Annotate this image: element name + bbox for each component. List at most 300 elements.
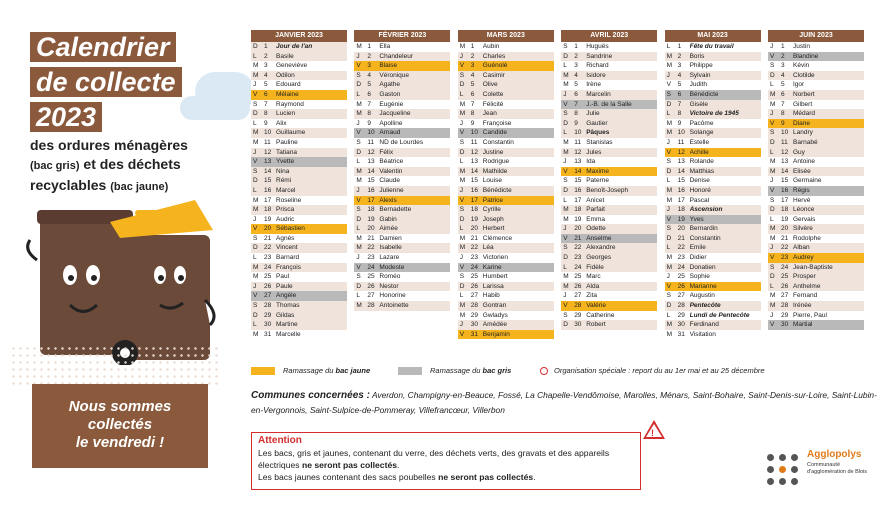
saint-name: Constantin (689, 234, 721, 242)
day-number: 18 (264, 206, 272, 214)
day-row (768, 138, 864, 148)
weekday: J (253, 81, 257, 89)
month-header: JANVIER 2023 (251, 30, 347, 42)
weekday: S (459, 273, 465, 281)
saint-name: Régis (793, 186, 810, 194)
day-row (665, 253, 761, 263)
day-row (561, 196, 657, 206)
month-column (561, 30, 657, 330)
attention-title: Attention (258, 435, 302, 446)
day-row (665, 42, 761, 52)
day-row (665, 215, 761, 225)
saint-name: Nina (276, 167, 290, 175)
weekday: D (563, 254, 568, 262)
day-row (458, 234, 554, 244)
saint-name: Maxime (586, 167, 609, 175)
day-row (354, 128, 450, 138)
day-row (458, 186, 554, 196)
weekday: M (563, 81, 569, 89)
day-number: 18 (367, 206, 375, 214)
weekday: M (356, 43, 362, 50)
weekday: J (459, 254, 464, 262)
saint-name: Agathe (379, 81, 400, 89)
day-number: 26 (367, 282, 375, 290)
saint-name: Sandrine (586, 52, 613, 60)
weekday: L (770, 215, 774, 223)
day-number: 20 (677, 225, 685, 233)
day-row (458, 320, 554, 330)
day-number: 8 (470, 110, 475, 118)
saint-name: Zita (586, 292, 598, 300)
day-number: 11 (574, 138, 581, 146)
notice-line: collectés (87, 416, 153, 433)
weekday: M (666, 119, 673, 127)
day-row (354, 205, 450, 215)
day-row (354, 138, 450, 148)
weekday: S (563, 177, 568, 185)
weekday: S (459, 71, 465, 79)
weekday: V (356, 263, 361, 271)
day-row (561, 90, 657, 100)
weekday: L (770, 282, 774, 290)
day-number: 23 (470, 254, 479, 262)
day-number: 14 (574, 167, 582, 175)
day-row (768, 42, 864, 52)
day-number: 22 (781, 244, 789, 252)
day-row (665, 90, 761, 100)
saint-name: Alexandre (586, 244, 616, 252)
saint-name: Odette (586, 225, 606, 233)
month-column (354, 30, 450, 311)
day-row (768, 320, 864, 330)
weekday: D (459, 148, 465, 156)
saint-name: Anicet (586, 196, 605, 204)
day-number: 17 (367, 196, 375, 204)
day-number: 1 (264, 43, 268, 50)
day-number: 9 (470, 119, 475, 127)
weekday: L (563, 62, 567, 70)
day-row (458, 243, 554, 253)
day-row (354, 263, 450, 273)
saint-name: Rémi (276, 177, 292, 185)
weekday: V (253, 90, 258, 98)
saint-name: Jacqueline (379, 110, 411, 118)
saint-name: Marcelle (276, 330, 301, 338)
weekday: M (459, 177, 466, 185)
day-number: 4 (264, 71, 268, 79)
saint-name: Odilon (276, 71, 295, 79)
saint-name: Robert (586, 321, 606, 329)
weekday: M (666, 129, 673, 137)
weekday: D (666, 302, 672, 310)
saint-name: Léa (482, 244, 494, 252)
weekday: M (459, 43, 466, 50)
day-row (561, 263, 657, 273)
saint-name: Boris (689, 52, 705, 60)
day-number: 19 (470, 215, 479, 223)
saint-name: Alda (586, 282, 600, 290)
attention-text: Les bacs jaunes contenant des sacs poubelles (258, 472, 436, 482)
weekday: M (770, 234, 776, 242)
saint-name: Blaise (379, 62, 398, 70)
day-row (768, 128, 864, 138)
saint-name: Guy (793, 148, 805, 156)
day-number: 15 (264, 177, 272, 185)
weekday: J (253, 215, 257, 223)
saint-name: Stanislas (586, 138, 613, 146)
saint-name: Kévin (793, 62, 810, 70)
saint-name: Richard (586, 62, 609, 70)
day-row (251, 243, 347, 253)
day-row (665, 167, 761, 177)
day-row (354, 42, 450, 52)
saint-name: Marianne (689, 282, 717, 290)
saint-name: Martine (276, 321, 298, 329)
day-row (561, 42, 657, 52)
day-row (665, 263, 761, 273)
weekday: M (253, 196, 259, 204)
weekday: J (459, 52, 464, 60)
weekday: J (770, 311, 774, 319)
day-number: 28 (677, 302, 685, 310)
day-row (354, 167, 450, 177)
day-row (251, 80, 347, 90)
day-row (354, 272, 450, 282)
legend-text: bac gris (482, 366, 512, 375)
weekday: M (356, 234, 362, 242)
legend-text: Ramassage du (283, 366, 334, 375)
saint-name: Habib (482, 292, 500, 300)
day-row (354, 100, 450, 110)
saint-name: Isidore (586, 71, 606, 79)
day-row (251, 42, 347, 52)
weekday: D (563, 186, 568, 194)
day-number: 10 (367, 129, 375, 137)
day-row (354, 301, 450, 311)
saint-name: Estelle (689, 138, 710, 146)
logo-subtitle: Communauté d'agglomération de Blois (807, 462, 868, 475)
subtitle-text: des ordures ménagères (30, 137, 188, 153)
weekday: J (563, 90, 567, 98)
day-row (354, 234, 450, 244)
day-row (354, 176, 450, 186)
weekday: D (356, 215, 362, 223)
saint-name: Jour de l'an (276, 43, 313, 50)
subtitle-text: (bac jaune) (110, 181, 169, 193)
day-number: 31 (677, 330, 685, 338)
saint-name: J.-B. de la Salle (586, 100, 632, 108)
day-number: 13 (574, 158, 582, 166)
saint-name: Roméo (379, 273, 401, 281)
day-number: 4 (367, 71, 372, 79)
day-number: 14 (781, 167, 789, 175)
weekday: L (459, 90, 464, 98)
day-row (354, 80, 450, 90)
day-row (561, 61, 657, 71)
saint-name: Patrice (482, 196, 504, 204)
day-number: 18 (574, 206, 582, 214)
day-row (768, 243, 864, 253)
weekday: M (770, 292, 776, 300)
notice-line: Nous sommes (68, 398, 172, 415)
day-row (768, 272, 864, 282)
day-number: 20 (264, 225, 272, 233)
day-row (458, 119, 554, 129)
weekday: L (666, 244, 671, 252)
day-number: 17 (470, 196, 479, 204)
weekday: D (253, 311, 258, 319)
weekday: V (563, 302, 568, 310)
weekday: M (459, 244, 466, 252)
day-number: 8 (677, 110, 682, 118)
weekday: M (253, 206, 259, 214)
day-number: 2 (367, 52, 372, 60)
saint-name: Jean (482, 110, 497, 118)
day-row (458, 148, 554, 158)
saint-name: Anselme (586, 234, 612, 242)
day-number: 18 (470, 206, 479, 214)
day-row (251, 196, 347, 206)
saint-name: Prosper (793, 273, 816, 281)
day-number: 24 (781, 263, 789, 271)
day-number: 4 (677, 71, 682, 79)
day-row (458, 61, 554, 71)
day-row (665, 148, 761, 158)
saint-name: Sophie (689, 273, 710, 281)
saint-name: Pauline (276, 138, 298, 146)
day-row (561, 243, 657, 253)
day-number: 14 (677, 167, 685, 175)
day-row (458, 109, 554, 119)
day-row (354, 148, 450, 158)
special-icon (540, 367, 548, 375)
day-number: 27 (781, 292, 789, 300)
weekday: V (356, 129, 361, 137)
day-number: 28 (367, 302, 375, 310)
saint-name: Anthelme (793, 282, 821, 290)
saint-name: Georges (586, 254, 612, 262)
saint-name: Ella (379, 43, 391, 50)
saint-name: Herbert (482, 225, 505, 233)
weekday: M (459, 311, 466, 319)
day-row (251, 109, 347, 119)
day-number: 22 (574, 244, 582, 252)
weekday: V (459, 129, 465, 137)
calendar-grid (251, 30, 864, 360)
subtitle-text: recyclables (30, 177, 107, 193)
month-header: MARS 2023 (458, 30, 554, 42)
day-row (458, 52, 554, 62)
subtitle (30, 136, 245, 197)
communes-list: Averdon, Champigny-en-Beauce, Fossé, La Chapelle-Vendômoise, Marolles, Ménars, Saint-Bohaire, Saint-Denis-sur-Loire, Saint-Lubin-en-Vergonnois, Saint-Sulpice-de-Pommeray, Villefrancœur, Villerbon (251, 390, 877, 415)
day-row (768, 148, 864, 158)
weekday: J (666, 206, 670, 214)
saint-name: Valentin (379, 167, 403, 175)
saint-name: Benoît-Joseph (586, 186, 629, 194)
saint-name: Mélaine (276, 90, 299, 98)
day-row (458, 167, 554, 177)
weekday: M (770, 100, 776, 108)
weekday: S (563, 311, 568, 319)
day-number: 6 (677, 90, 682, 98)
weekday: M (356, 244, 362, 252)
day-number: 11 (470, 138, 478, 146)
day-row (251, 100, 347, 110)
weekday: L (770, 148, 774, 156)
weekday: M (666, 330, 673, 338)
weekday: J (356, 52, 360, 60)
weekday: S (666, 225, 671, 233)
day-row (458, 301, 554, 311)
day-row (561, 128, 657, 138)
weekday: M (253, 138, 259, 146)
day-number: 25 (677, 273, 685, 281)
saint-name: Larissa (482, 282, 504, 290)
logo-dots (767, 454, 801, 488)
saint-name: Bénédicte (689, 90, 719, 98)
weekday: M (666, 263, 673, 271)
weekday: M (253, 263, 259, 271)
saint-name: Raymond (276, 100, 304, 108)
saint-name: Pâques (586, 129, 610, 137)
day-row (458, 272, 554, 282)
weekday: M (563, 206, 569, 214)
day-number: 5 (470, 81, 475, 89)
day-number: 5 (367, 81, 372, 89)
day-number: 20 (367, 225, 375, 233)
weekday: M (563, 148, 569, 156)
weekday: L (459, 225, 464, 233)
weekday: M (770, 225, 776, 233)
weekday: J (563, 292, 567, 300)
saint-name: Sébastien (276, 225, 305, 233)
day-row (561, 71, 657, 81)
day-number: 26 (574, 282, 582, 290)
day-number: 27 (677, 292, 685, 300)
day-row (354, 253, 450, 263)
day-number: 16 (264, 186, 272, 194)
weekday: V (666, 81, 671, 89)
saint-name: Guénolé (482, 62, 508, 70)
day-number: 11 (677, 138, 685, 146)
day-number: 1 (677, 43, 682, 50)
day-number: 26 (677, 282, 685, 290)
yellow-swatch (251, 367, 275, 375)
day-number: 13 (470, 158, 479, 166)
day-row (561, 272, 657, 282)
saint-name: Clémence (482, 234, 513, 242)
day-row (561, 100, 657, 110)
weekday: V (253, 225, 258, 233)
day-row (458, 80, 554, 90)
weekday: S (459, 138, 465, 146)
month-header: JUIN 2023 (768, 30, 864, 42)
weekday: M (459, 167, 466, 175)
day-row (561, 186, 657, 196)
weekday: V (563, 167, 568, 175)
weekday: D (459, 282, 465, 290)
weekday: S (253, 100, 258, 108)
day-number: 23 (574, 254, 582, 262)
weekday: J (356, 254, 360, 262)
day-row (354, 243, 450, 253)
day-number: 11 (367, 138, 375, 146)
day-number: 25 (781, 273, 789, 281)
day-row (665, 291, 761, 301)
saint-name: Léonce (793, 206, 815, 214)
weekday: L (253, 52, 257, 60)
saint-name: Joseph (482, 215, 504, 223)
saint-name: Damien (379, 234, 402, 242)
saint-name: Vincent (276, 244, 298, 252)
attention-text: ne seront pas collectés (301, 460, 398, 470)
day-number: 26 (264, 282, 272, 290)
weekday: V (770, 254, 775, 262)
weekday: L (356, 292, 361, 300)
day-row (665, 61, 761, 71)
saint-name: Visitation (689, 330, 716, 338)
saint-name: Pascal (689, 196, 710, 204)
day-number: 20 (781, 225, 789, 233)
day-number: 19 (574, 215, 582, 223)
day-number: 13 (367, 158, 375, 166)
saint-name: Parfait (586, 206, 605, 214)
day-row (251, 128, 347, 138)
weekday: D (563, 119, 568, 127)
saint-name: Fidèle (586, 263, 604, 271)
day-row (768, 282, 864, 292)
weekday: D (356, 148, 362, 156)
day-row (665, 138, 761, 148)
saint-name: Landry (793, 129, 813, 137)
day-row (665, 109, 761, 119)
day-number: 3 (470, 62, 475, 70)
day-row (768, 205, 864, 215)
saint-name: Humbert (482, 273, 508, 281)
day-number: 15 (470, 177, 479, 185)
saint-name: Cyrille (482, 206, 501, 214)
weekday: M (356, 100, 362, 108)
day-number: 30 (264, 321, 272, 329)
day-row (561, 176, 657, 186)
saint-name: Basile (276, 52, 294, 60)
day-row (458, 90, 554, 100)
day-row (665, 119, 761, 129)
weekday: J (563, 225, 567, 233)
weekday: S (563, 43, 568, 50)
day-row (768, 224, 864, 234)
day-number: 27 (367, 292, 375, 300)
weekday: S (770, 196, 775, 204)
day-row (251, 263, 347, 273)
attention-text: Les bacs jaunes contenant des sacs poubelles ne seront pas collectés. (258, 472, 536, 482)
subtitle-text: (bac gris) (30, 160, 80, 172)
weekday: L (356, 225, 361, 233)
saint-name: Judith (689, 81, 707, 89)
day-number: 19 (677, 215, 685, 223)
weekday: L (666, 177, 671, 185)
day-row (251, 71, 347, 81)
saint-name: Martial (793, 321, 813, 329)
day-row (768, 196, 864, 206)
weekday: M (356, 110, 362, 118)
weekday: L (666, 311, 671, 319)
day-number: 2 (781, 52, 785, 60)
day-row (768, 109, 864, 119)
weekday: M (459, 302, 466, 310)
day-row (458, 100, 554, 110)
saint-name: Clotilde (793, 71, 815, 79)
